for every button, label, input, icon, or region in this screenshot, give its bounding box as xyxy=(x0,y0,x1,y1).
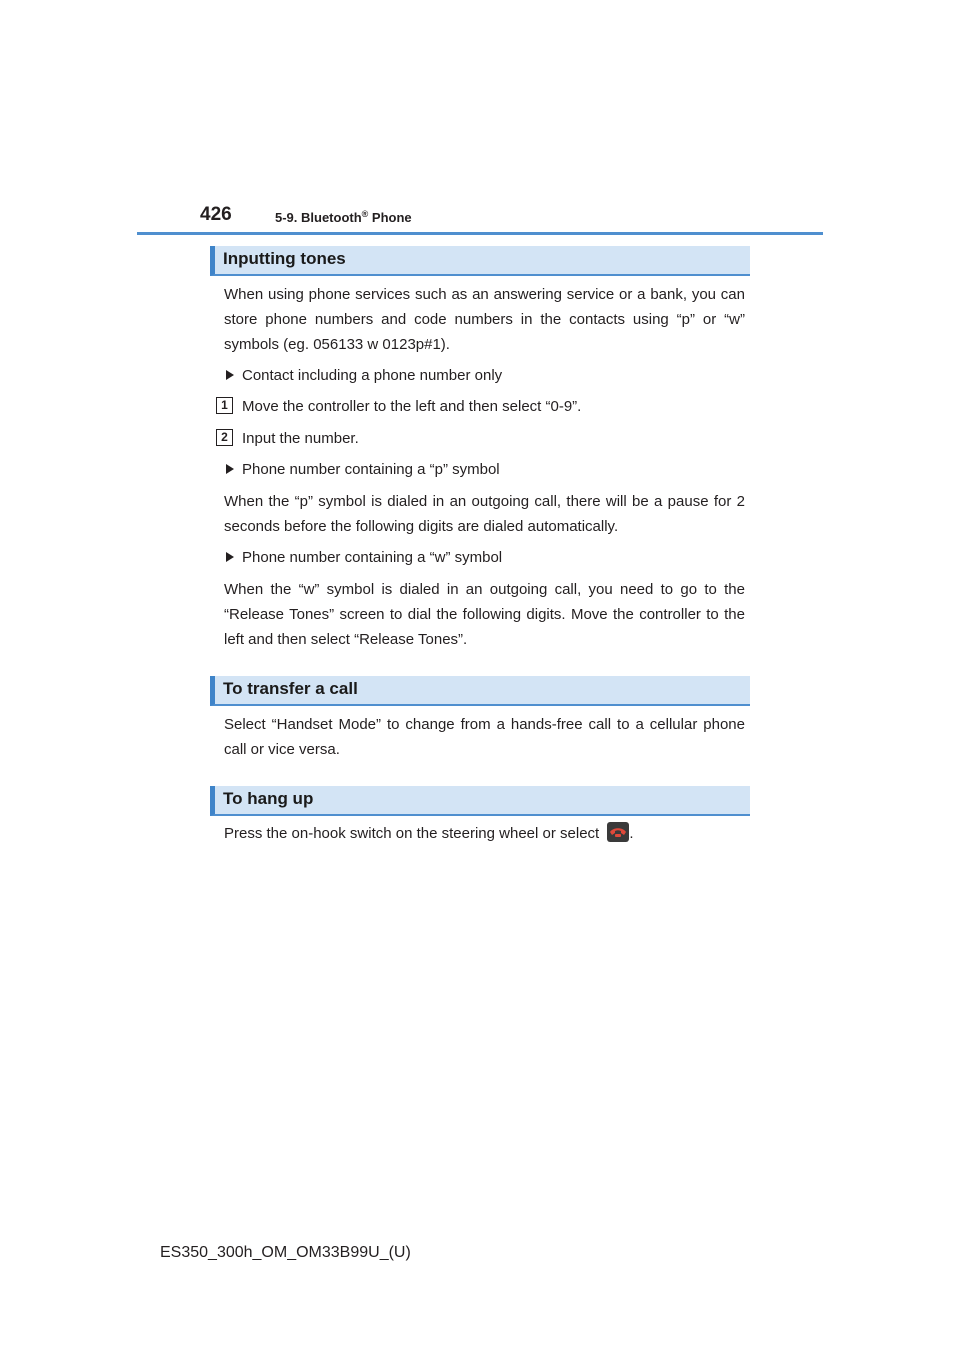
section-suffix: Phone xyxy=(368,210,412,225)
step-text: Input the number. xyxy=(242,430,359,447)
bullet-text: Contact including a phone number only xyxy=(242,367,503,384)
transfer-call-text: Select “Handset Mode” to change from a hands-free call to a cellular phone call or vice versa. xyxy=(224,716,745,758)
bullet-text: Phone number containing a “w” symbol xyxy=(242,549,503,566)
w-symbol-description: When the “w” symbol is dialed in an outgoing call, you need to go to the “Release Tones” screen to dial the following digits. Move the controller to the left and then select “Release Tones”. xyxy=(224,581,745,648)
heading-inputting-tones xyxy=(210,246,750,276)
heading-inputting-tones-text: Inputting tones xyxy=(223,249,346,268)
triangle-bullet-icon xyxy=(226,464,234,474)
step-number: 2 xyxy=(216,429,233,446)
step-text: Move the controller to the left and then select “0-9”. xyxy=(242,398,582,415)
triangle-bullet-icon xyxy=(226,370,234,380)
inputting-tones-intro: When using phone services such as an answering service or a bank, you can store phone numbers and code numbers in the contacts using “p” or “w” symbols (eg. 056133 w 0123p#1). xyxy=(224,286,745,353)
bullet-text: Phone number containing a “p” symbol xyxy=(242,461,500,478)
section-path xyxy=(275,209,412,225)
bullet-contact-number-only xyxy=(226,363,502,388)
triangle-bullet-icon xyxy=(226,552,234,562)
bullet-p-symbol xyxy=(226,457,500,482)
bullet-w-symbol xyxy=(226,545,502,570)
header-rule xyxy=(137,232,823,235)
heading-transfer-call xyxy=(210,676,750,706)
p-symbol-description: When the “p” symbol is dialed in an outgoing call, there will be a pause for 2 seconds before the following digits are dialed automatically. xyxy=(224,493,745,535)
heading-hang-up-text: To hang up xyxy=(223,789,314,808)
footer-doc-code: ES350_300h_OM_OM33B99U_(U) xyxy=(160,1244,411,1261)
hang-up-text xyxy=(224,821,745,846)
step-number: 1 xyxy=(216,397,233,414)
registered-mark: ® xyxy=(361,209,369,219)
page-header xyxy=(200,204,822,234)
hang-up-phone-icon xyxy=(607,822,629,842)
page-number: 426 xyxy=(200,204,232,225)
heading-transfer-call-text: To transfer a call xyxy=(223,679,358,698)
section-prefix: 5-9. Bluetooth xyxy=(275,210,362,225)
hang-up-period: . xyxy=(629,825,634,842)
hang-up-instruction: Press the on-hook switch on the steering wheel or select xyxy=(224,825,600,842)
heading-hang-up xyxy=(210,786,750,816)
